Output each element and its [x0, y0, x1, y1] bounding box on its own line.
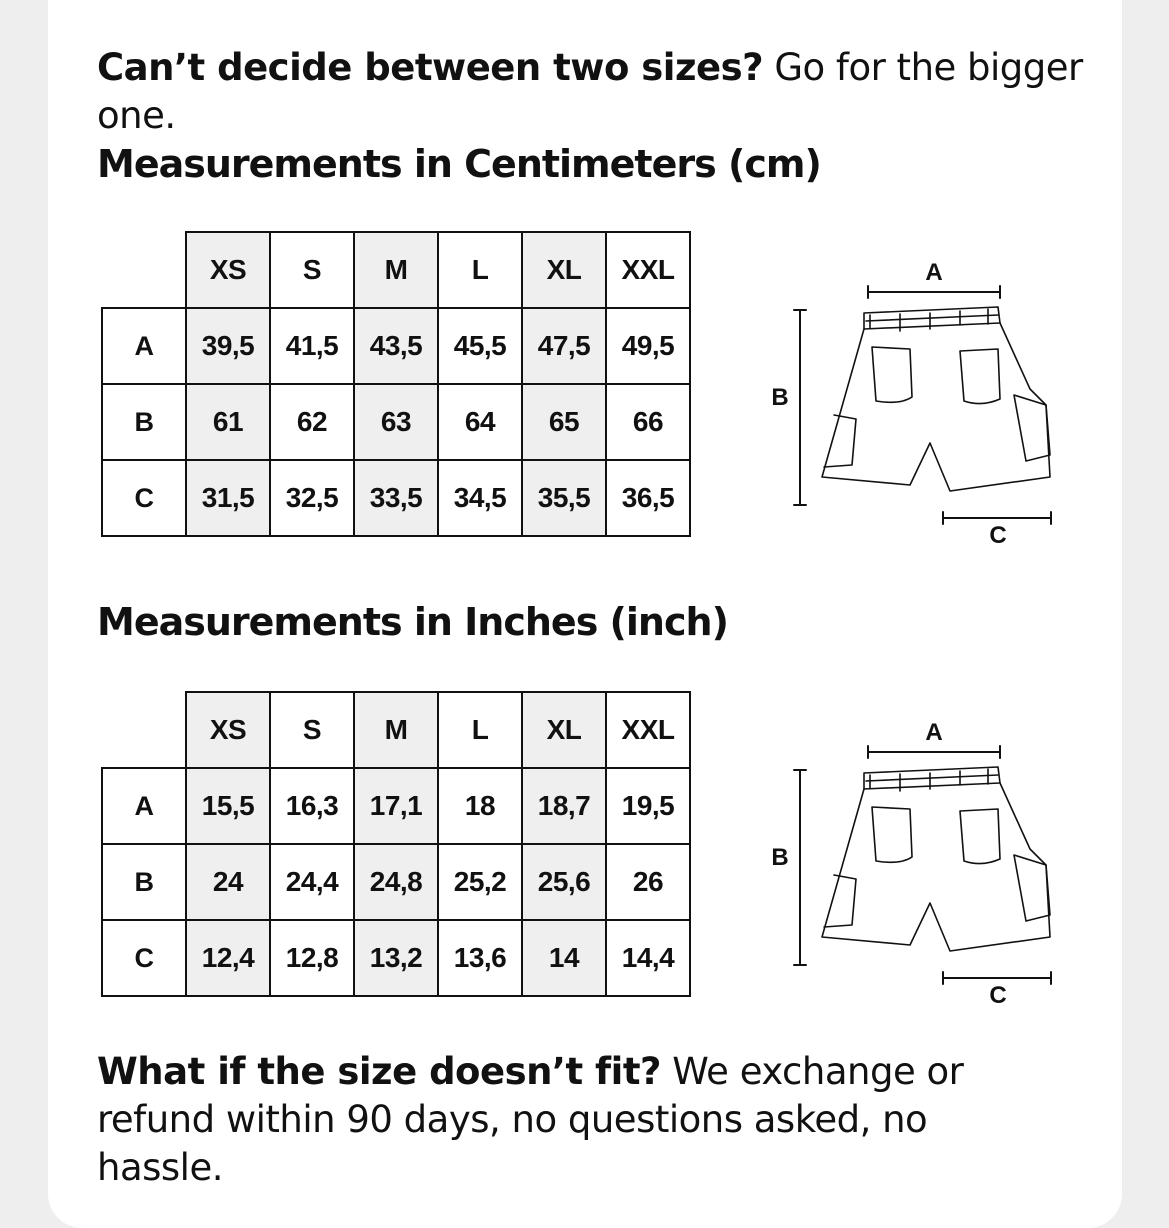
- table-cell: 18,7: [522, 768, 606, 844]
- table-cell: 63: [354, 384, 438, 460]
- shorts-outline-icon: [760, 715, 1060, 1005]
- label-a: A: [925, 719, 943, 746]
- size-header: M: [354, 692, 438, 768]
- inch-section-title: Measurements in Inches (inch): [97, 600, 728, 644]
- outro-bold: What if the size doesn’t fit?: [97, 1050, 661, 1093]
- table-cell: 13,2: [354, 920, 438, 996]
- table-cell: 12,8: [270, 920, 354, 996]
- table-cell: 33,5: [354, 460, 438, 536]
- shorts-diagram-cm: [760, 255, 1060, 545]
- table-cell: 24,4: [270, 844, 354, 920]
- table-cell: 43,5: [354, 308, 438, 384]
- table-cell: 13,6: [438, 920, 522, 996]
- row-label: B: [102, 384, 186, 460]
- table-cell: 15,5: [186, 768, 270, 844]
- label-b: B: [771, 844, 789, 871]
- table-cell: 49,5: [606, 308, 690, 384]
- size-header: XXL: [606, 232, 690, 308]
- intro-text: [97, 44, 1097, 140]
- size-header: XL: [522, 232, 606, 308]
- size-header: L: [438, 692, 522, 768]
- table-cell: 12,4: [186, 920, 270, 996]
- table-corner: [102, 692, 186, 768]
- label-a: A: [925, 259, 943, 286]
- shorts-outline-icon: [760, 255, 1060, 545]
- row-label: A: [102, 768, 186, 844]
- table-cell: 31,5: [186, 460, 270, 536]
- label-b: B: [771, 384, 789, 411]
- table-cell: 24,8: [354, 844, 438, 920]
- table-cell: 45,5: [438, 308, 522, 384]
- row-label: A: [102, 308, 186, 384]
- table-cell: 35,5: [522, 460, 606, 536]
- inch-header-row: [102, 692, 690, 768]
- table-row: [102, 460, 690, 536]
- table-cell: 65: [522, 384, 606, 460]
- size-header: S: [270, 232, 354, 308]
- intro-rest: Go for the bigger one.: [97, 46, 1083, 137]
- table-corner: [102, 232, 186, 308]
- table-row: [102, 768, 690, 844]
- size-header: XS: [186, 692, 270, 768]
- label-c: C: [989, 982, 1007, 1005]
- table-cell: 39,5: [186, 308, 270, 384]
- label-c: C: [989, 522, 1007, 545]
- table-cell: 61: [186, 384, 270, 460]
- table-cell: 18: [438, 768, 522, 844]
- table-cell: 14,4: [606, 920, 690, 996]
- table-cell: 26: [606, 844, 690, 920]
- table-cell: 34,5: [438, 460, 522, 536]
- size-header: XS: [186, 232, 270, 308]
- table-row: [102, 920, 690, 996]
- outro-text: [97, 1048, 1057, 1192]
- size-header: XL: [522, 692, 606, 768]
- table-cell: 19,5: [606, 768, 690, 844]
- table-cell: 25,2: [438, 844, 522, 920]
- table-cell: 24: [186, 844, 270, 920]
- table-cell: 64: [438, 384, 522, 460]
- inch-size-table: [101, 691, 691, 997]
- table-cell: 14: [522, 920, 606, 996]
- size-header: XXL: [606, 692, 690, 768]
- intro-bold: Can’t decide between two sizes?: [97, 46, 764, 89]
- row-label: C: [102, 920, 186, 996]
- table-row: [102, 308, 690, 384]
- table-cell: 66: [606, 384, 690, 460]
- table-row: [102, 844, 690, 920]
- table-cell: 16,3: [270, 768, 354, 844]
- table-cell: 17,1: [354, 768, 438, 844]
- size-header: M: [354, 232, 438, 308]
- size-header: L: [438, 232, 522, 308]
- size-header: S: [270, 692, 354, 768]
- outro-rest: We exchange or refund within 90 days, no questions asked, no hassle.: [97, 1050, 964, 1189]
- row-label: B: [102, 844, 186, 920]
- table-cell: 62: [270, 384, 354, 460]
- table-cell: 32,5: [270, 460, 354, 536]
- cm-header-row: [102, 232, 690, 308]
- cm-section-title: Measurements in Centimeters (cm): [97, 142, 821, 186]
- table-cell: 47,5: [522, 308, 606, 384]
- table-cell: 36,5: [606, 460, 690, 536]
- table-cell: 25,6: [522, 844, 606, 920]
- row-label: C: [102, 460, 186, 536]
- table-row: [102, 384, 690, 460]
- cm-size-table: [101, 231, 691, 537]
- table-cell: 41,5: [270, 308, 354, 384]
- shorts-diagram-inch: [760, 715, 1060, 1005]
